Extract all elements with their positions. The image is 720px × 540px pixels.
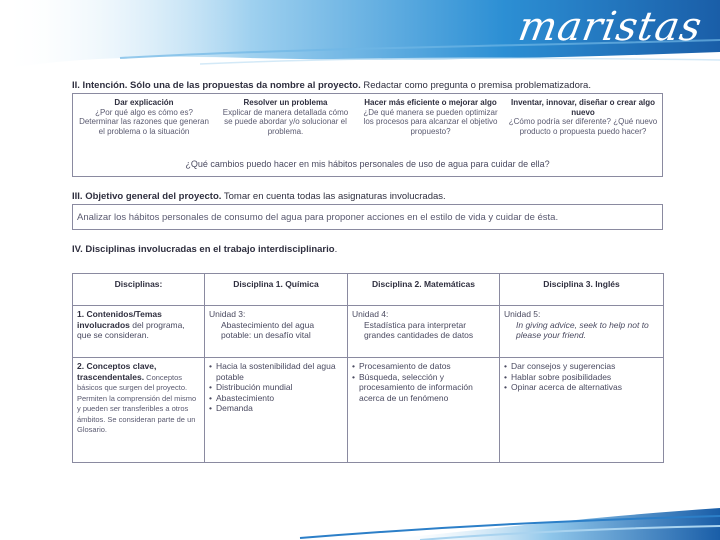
row-label-contents	[73, 306, 205, 358]
unit-label: Unidad 3:	[209, 309, 246, 319]
option-explain	[79, 98, 209, 136]
list-item: • Dar consejos y sugerencias	[504, 361, 659, 372]
section2-heading	[72, 80, 591, 91]
list-item: • Hablar sobre posibilidades	[504, 372, 659, 383]
project-question: ¿Qué cambios puedo hacer en mis hábitos personales de uso de agua para cuidar de ella?	[185, 159, 550, 169]
table-header-row	[73, 274, 664, 306]
cell-math-concepts	[348, 358, 500, 463]
cell-english-unit	[500, 306, 664, 358]
option-improve	[363, 98, 498, 136]
option-title: Hacer más eficiente o mejorar algo	[364, 98, 497, 107]
list-item: • Distribución mundial	[209, 382, 343, 393]
cell-chemistry-concepts	[205, 358, 348, 463]
list-item: • Opinar acerca de alternativas	[504, 382, 659, 393]
footer-wave	[0, 480, 720, 540]
cell-chemistry-unit	[205, 306, 348, 358]
header-disciplines: Disciplinas:	[73, 274, 205, 306]
list-item: • Abastecimiento	[209, 393, 343, 404]
option-title: Dar explicación	[114, 98, 174, 107]
cell-math-unit	[348, 306, 500, 358]
section4-heading-bold: IV. Disciplinas involucradas en el trabajo interdisciplinario	[72, 244, 335, 255]
unit-topic: In giving advice, seek to help not to please your friend.	[516, 319, 649, 340]
section2-heading-rest: Redactar como pregunta o premisa problematizadora.	[360, 80, 591, 91]
intention-box	[72, 93, 663, 177]
table-row	[73, 358, 664, 463]
list-item: • Búsqueda, selección y procesamiento de información acerca de un fenómeno	[352, 372, 495, 404]
objective-text: Analizar los hábitos personales de consumo del agua para proponer acciones en el estilo de vida y cuidar de ésta.	[77, 212, 559, 223]
table-row	[73, 306, 664, 358]
row-label-rest: del programa, que se consideran.	[77, 319, 185, 340]
header-english: Disciplina 3. Inglés	[500, 274, 664, 306]
unit-label: Unidad 5:	[504, 309, 541, 319]
option-text: ¿De qué manera se pueden optimizar los procesos para alcanzar el objetivo propuesto?	[363, 107, 498, 136]
list-item: • Hacia la sostenibilidad del agua potable	[209, 361, 343, 382]
list-item: • Demanda	[209, 403, 343, 414]
header-math: Disciplina 2. Matemáticas	[348, 274, 500, 306]
header-chemistry: Disciplina 1. Química	[205, 274, 348, 306]
section4-heading	[72, 244, 337, 255]
option-text: Explicar de manera detallada cómo se puede abordar y/o solucionar el problema.	[222, 107, 349, 136]
section3-heading	[72, 191, 446, 202]
unit-topic: Abastecimiento del agua potable: un desafío vital	[221, 319, 315, 340]
disciplines-table	[72, 273, 664, 463]
row-label-bold: 1. Contenidos/Temas involucrados	[77, 309, 162, 330]
unit-topic: Estadística para interpretar grandes cantidades de datos	[364, 319, 474, 340]
option-text: ¿Cómo podría ser diferente? ¿Qué nuevo producto o propuesta puedo hacer?	[508, 117, 658, 136]
row-label-concepts	[73, 358, 205, 463]
section3-heading-rest: Tomar en cuenta todas las asignaturas involucradas.	[221, 191, 446, 202]
row-label-bold: 2. Conceptos clave, trascendentales.	[77, 361, 157, 382]
list-item: • Procesamiento de datos	[352, 361, 495, 372]
option-title: Resolver un problema	[243, 98, 328, 107]
option-innovate	[508, 98, 658, 136]
option-solve	[218, 98, 353, 136]
option-title: Inventar, innovar, diseñar o crear algo nuevo	[510, 98, 656, 117]
objective-box	[72, 204, 663, 230]
section2-heading-bold: II. Intención. Sólo una de las propuestas da nombre al proyecto.	[72, 80, 361, 91]
cell-english-concepts	[500, 358, 664, 463]
row-label-rest: Conceptos básicos que surgen del proyecto. Permiten la comprensión del mismo y pueden ser transferibles a otros ámbitos. Se consideran parte de un Glosario.	[77, 372, 197, 434]
section3-heading-bold: III. Objetivo general del proyecto.	[72, 191, 222, 202]
maristas-logo: maristas	[515, 4, 707, 50]
unit-label: Unidad 4:	[352, 309, 389, 319]
section4-heading-rest: .	[334, 244, 338, 255]
option-text: ¿Por qué algo es cómo es? Determinar las razones que generan el problema o la situación	[79, 107, 209, 136]
